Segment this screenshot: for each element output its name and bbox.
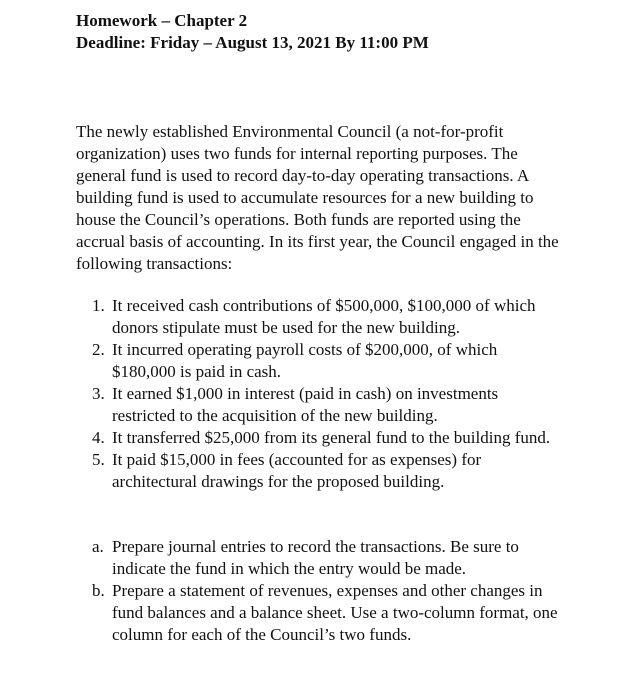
list-number: 3. [92, 384, 105, 403]
list-item [92, 580, 562, 646]
tasks-list [92, 536, 562, 646]
list-number: 4. [92, 428, 105, 447]
list-item [92, 536, 562, 580]
transactions-list [92, 295, 562, 493]
list-text: It paid $15,000 in fees (accounted for as expenses) for architectural drawings for the proposed building. [112, 450, 482, 491]
list-text: It transferred $25,000 from its general fund to the building fund. [112, 428, 551, 447]
document-title: Homework – Chapter 2 [76, 11, 248, 30]
list-item [92, 383, 562, 427]
list-item [92, 339, 562, 383]
list-letter: a. [92, 537, 104, 556]
list-number: 2. [92, 340, 105, 359]
list-text: It received cash contributions of $500,000, $100,000 of which donors stipulate must be used for the new building. [112, 296, 536, 337]
list-item [92, 449, 562, 493]
list-item [92, 295, 562, 339]
list-letter: b. [92, 581, 105, 600]
list-number: 1. [92, 296, 105, 315]
list-text: It incurred operating payroll costs of $200,000, of which $180,000 is paid in cash. [112, 340, 498, 381]
list-text: Prepare a statement of revenues, expenses and other changes in fund balances and a balance sheet. Use a two-column format, one column for each of the Council’s two funds. [112, 581, 558, 644]
list-number: 5. [92, 450, 105, 469]
deadline: Deadline: Friday – August 13, 2021 By 11:00 PM [76, 33, 429, 52]
list-text: It earned $1,000 in interest (paid in cash) on investments restricted to the acquisition of the new building. [112, 384, 499, 425]
document-header [76, 10, 566, 54]
list-item [92, 427, 562, 449]
intro-paragraph: The newly established Environmental Council (a not-for-profit organization) uses two funds for internal reporting purposes. The general fund is used to record day-to-day operating transactions. A building fund is used to accumulate resources for a new building to house the Council’s operations. Both funds are reported using the accrual basis of accounting. In its first year, the Council engaged in the following transactions: [76, 122, 559, 273]
list-text: Prepare journal entries to record the transactions. Be sure to indicate the fund in which the entry would be made. [112, 537, 519, 578]
